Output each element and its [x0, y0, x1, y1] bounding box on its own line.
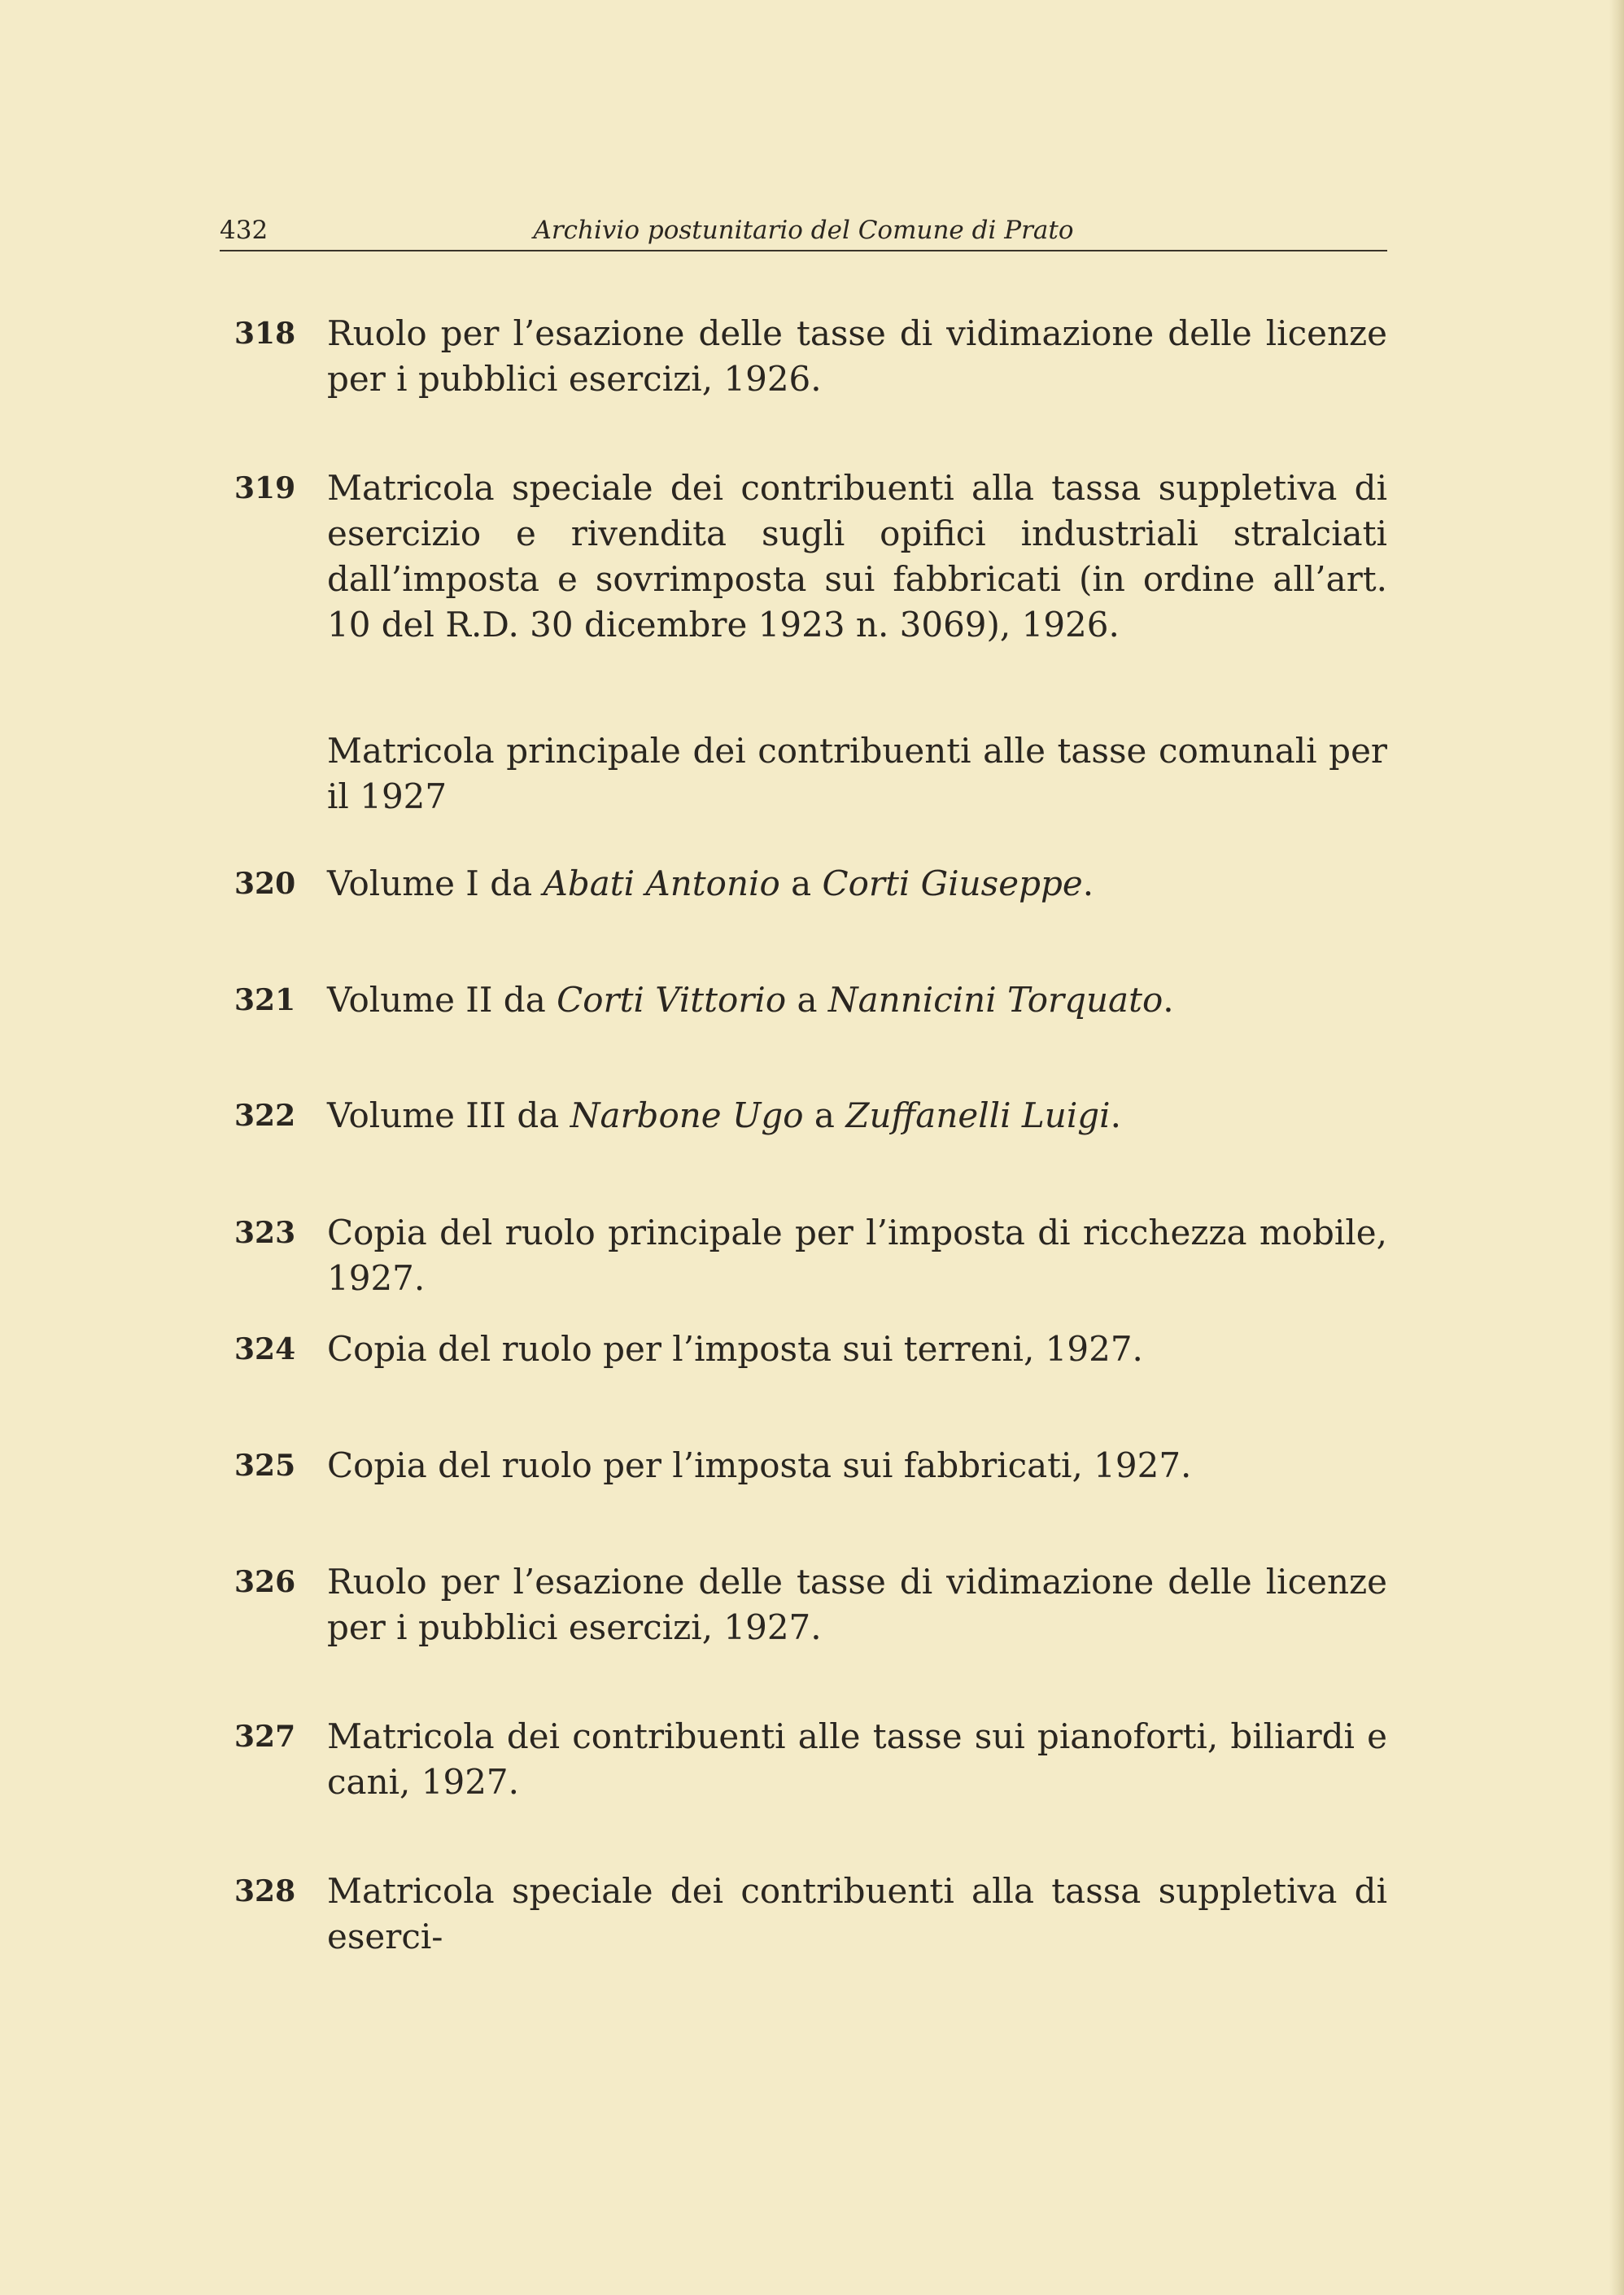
- group-heading-text: Matricola principale dei contribuenti alle tasse comunali per il 1927: [327, 731, 1387, 816]
- from-name: Abati Antonio: [543, 863, 780, 903]
- entry-number: 323: [234, 1216, 296, 1250]
- entry-number: 319: [234, 471, 296, 505]
- entry-text-suffix: .: [1163, 980, 1174, 1020]
- entry-number: 318: [234, 317, 296, 351]
- entry-number: 322: [234, 1099, 296, 1133]
- from-name: Corti Vittorio: [557, 980, 787, 1020]
- entry-text: [327, 977, 1387, 1023]
- entry-text: Copia del ruolo principale per l’imposta di ricchezza mobile, 1927.: [327, 1213, 1387, 1298]
- to-name: Zuffanelli Luigi: [845, 1095, 1111, 1135]
- entry-text-suffix: .: [1082, 863, 1094, 903]
- entry-text: Copia del ruolo per l’imposta sui fabbricati, 1927.: [327, 1445, 1192, 1485]
- entry-text: Ruolo per l’esazione delle tasse di vidimazione delle licenze per i pubblici esercizi, 1926.: [327, 313, 1387, 399]
- entry-number: 325: [234, 1449, 296, 1483]
- running-header: [220, 208, 1387, 251]
- entry-number: 328: [234, 1874, 296, 1908]
- document-page: [220, 208, 1387, 1956]
- entry-text-connector: a: [786, 980, 828, 1020]
- entry-text: [327, 861, 1387, 907]
- entry-number: 324: [234, 1332, 296, 1366]
- entry-number: 321: [234, 983, 296, 1017]
- running-title: Archivio postunitario del Comune di Prato: [533, 216, 1074, 245]
- entry-number: 327: [234, 1720, 296, 1754]
- entry-text-prefix: Volume I da: [327, 863, 544, 903]
- entry-text: Copia del ruolo per l’imposta sui terreni, 1927.: [327, 1329, 1143, 1369]
- entry-number: 326: [234, 1565, 296, 1599]
- entry-text-suffix: .: [1110, 1095, 1121, 1135]
- entry-text-prefix: Volume II da: [327, 980, 557, 1020]
- entry-text-connector: a: [803, 1095, 846, 1135]
- entry-text: Ruolo per l’esazione delle tasse di vidimazione delle licenze per i pubblici esercizi, 1927.: [327, 1562, 1387, 1647]
- entry-text: Matricola speciale dei contribuenti alla tassa suppletiva di esercizio e rivendita sugli opifici industriali stralciati dall’imposta e sovrimposta sui fabbricati (in ordine all’art. 10 del R.D. 30 dicembre 1923 n. 3069), 1926.: [327, 468, 1387, 645]
- entry-text-prefix: Volume III da: [327, 1095, 570, 1135]
- entry-number: 320: [234, 867, 296, 901]
- paper-edge-shadow: [1609, 0, 1624, 2295]
- entry-text: Matricola dei contribuenti alle tasse sui pianoforti, biliardi e cani, 1927.: [327, 1716, 1387, 1802]
- entry-text: [327, 1093, 1387, 1139]
- entry-text: Matricola speciale dei contribuenti alla tassa suppletiva di eserci-: [327, 1871, 1387, 1956]
- to-name: Corti Giuseppe: [822, 863, 1083, 903]
- to-name: Nannicini Torquato: [827, 980, 1163, 1020]
- from-name: Narbone Ugo: [570, 1095, 804, 1135]
- entry-text-connector: a: [779, 863, 823, 903]
- page-number: 432: [220, 216, 268, 245]
